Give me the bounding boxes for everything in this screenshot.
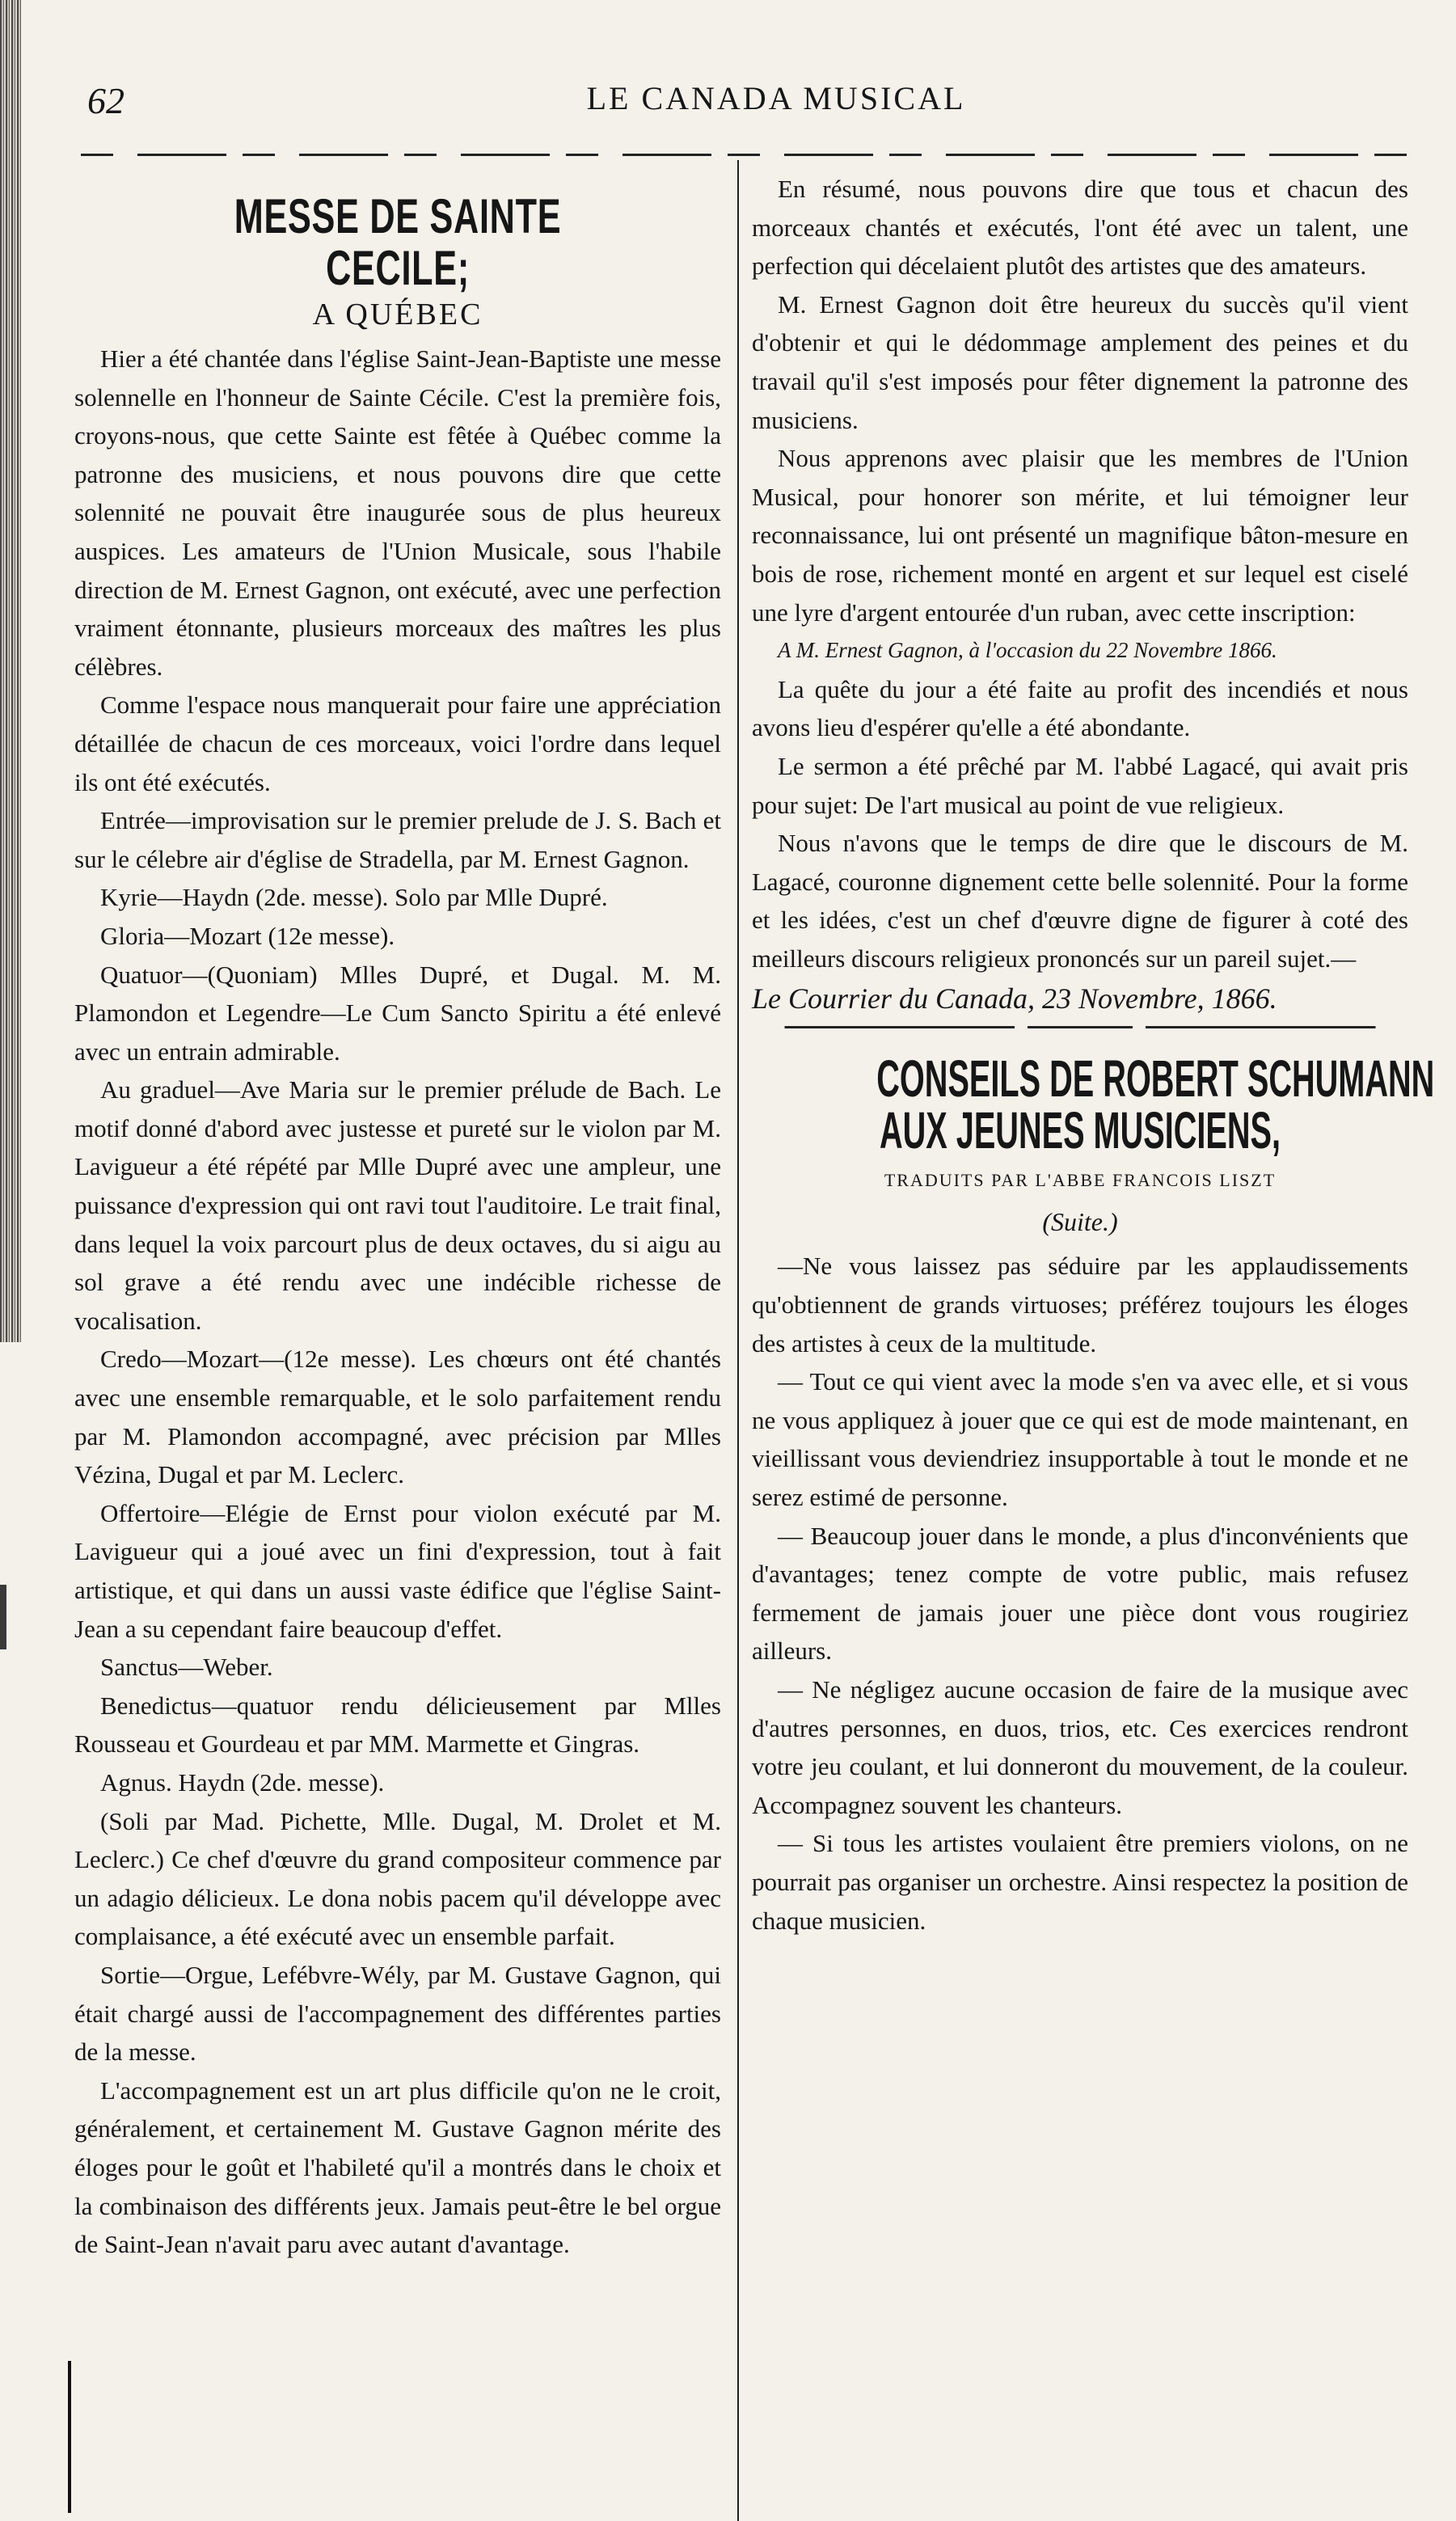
article1-paragraph: Au graduel—Ave Maria sur le premier prélude de Bach. Le motif donné d'abord avec justesse et pureté sur le violon par M. Lavigueur a été répété par Mlle Dupré avec une ampleur, une puissance d'expression qui ont ravi tout l'auditoire. Le trait final, dans lequel la voix parcourt plus de deux octaves, du si aigu au sol grave a été rendu avec une indécible richesse de vocalisation. [74,1075,721,1335]
article1-source [752,978,1408,1020]
article1-paragraph: Nous n'avons que le temps de dire que le discours de M. Lagacé, couronne dignement cette belle solennité. Pour la forme et les idées, c'est un chef d'œuvre digne de figurer à coté des meilleurs discours religieux prononcés sur un pareil sujet.— [752,829,1408,973]
article1-paragraph: Entrée—improvisation sur le premier prelude de J. S. Bach et sur le célebre air d'église de Stradella, par M. Ernest Gagnon. [74,806,721,873]
article1-paragraph: Kyrie—Haydn (2de. messe). Solo par Mlle Dupré. [100,883,608,912]
article1-paragraph: L'accompagnement est un art plus difficile qu'on ne le croit, généralement, et certainement M. Gustave Gagnon mérite des éloges pour le goût et l'habileté qu'il a montrés dans le choix et la combinaison des différents jeux. Jamais peut-être le bel orgue de Saint-Jean n'avait paru avec autant d'avantage. [74,2075,721,2259]
article1-paragraph: Offertoire—Elégie de Ernst pour violon exécuté par M. Lavigueur qui a joué avec un fini d'expression, tout à fait artistique, et qui dans un aussi vaste édifice que l'église Saint-Jean a su cependant faire beaucoup d'effet. [74,1498,721,1643]
article2-paragraph: — Ne négligez aucune occasion de faire de la musique avec d'autres personnes, en duos, trios, etc. Ces exercices rendront votre jeu coulant, et lui donneront du mouvement, de la couleur. Accompagnez souvent les chanteurs. [752,1675,1408,1819]
article2-continued: (Suite.) [1042,1207,1118,1237]
article1-paragraph: La quête du jour a été faite au profit des incendiés et nous avons lieu d'espérer qu'elle a été abondante. [752,674,1408,742]
article1-paragraph: Le sermon a été prêché par M. l'abbé Lagacé, qui avait pris pour sujet: De l'art musical au point de vue religieux. [752,751,1408,819]
article1-paragraph: Quatuor—(Quoniam) Mlles Dupré, et Dugal. M. M. Plamondon et Legendre—Le Cum Sancto Spiritu a été enlevé avec un entrain admirable. [74,960,721,1066]
article1-paragraph: Hier a été chantée dans l'église Saint-Jean-Baptiste une messe solennelle en l'honneur de Sainte Cécile. C'est la première fois, croyons-nous, que cette Sainte est fêtée à Québec comme la patronne des musiciens, et nous pouvons dire que cette solennité ne pouvait être inaugurée sous de plus heureux auspices. Les amateurs de l'Union Musicale, sous l'habile direction de M. Ernest Gagnon, ont exécuté, avec une perfection vraiment étonnante, plusieurs morceaux des maîtres les plus célèbres. [74,344,721,681]
article1-paragraph: Benedictus—quatuor rendu délicieusement par Mlles Rousseau et Gourdeau et par MM. Marmette et Gingras. [74,1691,721,1759]
page-number: 62 [87,80,124,121]
binding-mark [0,1585,6,1649]
column-rule [737,160,739,2521]
article2-paragraph: — Tout ce qui vient avec la mode s'en va avec elle, et si vous ne vous appliquez à jouer que ce qui est de mode maintenant, en vieillissant vous deviendriez insupportable à tout le monde et ne serez estimé de personne. [752,1367,1408,1512]
article2-paragraph: —Ne vous laissez pas séduire par les applaudissements qu'obtiennent de grands virtuoses; préférez toujours les éloges des artistes à ceux de la multitude. [752,1252,1408,1358]
article1-paragraph: Nous apprenons avec plaisir que les membres de l'Union Musical, pour honorer son mérite, et lui témoigner leur reconnaissance, lui ont présenté un magnifique bâton-mesure en bois de rose, richement monté en argent et sur lequel est ciselé une lyre d'argent entourée d'un ruban, avec cette inscription: [752,444,1408,627]
source-citation: Le Courrier du Canada, 23 Novembre, 1866. [752,982,1277,1016]
article1-title: MESSE DE SAINTE CECILE; [234,189,562,295]
article1-paragraph: Comme l'espace nous manquerait pour faire une appréciation détaillée de chacun de ces morceaux, voici l'ordre dans lequel ils ont été exécutés. [74,690,721,796]
article2-paragraph: — Si tous les artistes voulaient être premiers violons, on ne pourrait pas organiser un orchestre. Ainsi respectez la position de chaque musicien. [752,1829,1408,1935]
header-rule [81,154,1407,156]
right-column [752,170,1435,1940]
article2-paragraph: — Beaucoup jouer dans le monde, a plus d'inconvénients que d'avantages; tenez compte de votre public, mais refusez fermement de jamais jouer une pièce dont vous rougiriez ailleurs. [752,1521,1408,1666]
article2-title-line2: AUX JEUNES MUSICIENS, [879,1101,1281,1160]
margin-mark [68,2361,71,2513]
journal-title: LE CANADA MUSICAL [586,80,966,116]
article2-byline: TRADUITS PAR L'ABBE FRANCOIS LISZT [884,1170,1277,1191]
article1-paragraph: En résumé, nous pouvons dire que tous et chacun des morceaux chantés et exécutés, l'ont été avec un talent, une perfection qui décelaient plutôt des artistes que des amateurs. [752,175,1408,281]
article1-subtitle: A QUÉBEC [312,298,483,331]
article1-paragraph: (Soli par Mad. Pichette, Mlle. Dugal, M. Drolet et M. Leclerc.) Ce chef d'œuvre du grand compositeur commence par un adagio délicieux. Le dona nobis pacem qu'il développe avec complaisance, a été exécuté avec un ensemble parfait. [74,1806,721,1951]
article1-paragraph: M. Ernest Gagnon doit être heureux du succès qu'il vient d'obtenir et qui le dédommage amplement des peines et du travail qu'il s'est imposés pour fêter dignement la patronne des musiciens. [752,289,1408,434]
left-column [74,170,721,2264]
article-separator [752,1026,1408,1028]
article1-paragraph: Sortie—Orgue, Lefébvre-Wély, par M. Gustave Gagnon, qui était chargé aussi de l'accompagnement des différentes parties de la messe. [74,1960,721,2067]
binding-edge [0,0,21,1342]
article1-paragraph: Sanctus—Weber. [100,1653,273,1682]
article1-paragraph: Agnus. Haydn (2de. messe). [100,1767,385,1797]
article2-title-line1: CONSEILS DE ROBERT SCHUMANN [876,1049,1435,1108]
baton-inscription: A M. Ernest Gagnon, à l'occasion du 22 Novembre 1866. [778,638,1277,663]
article1-paragraph: Gloria—Mozart (12e messe). [100,921,395,950]
article1-paragraph: Credo—Mozart—(12e messe). Les chœurs ont été chantés avec une ensemble remarquable, et le solo parfaitement rendu par M. Plamondon accompagné, avec précision par Mlles Vézina, Dugal et par M. Leclerc. [74,1345,721,1489]
